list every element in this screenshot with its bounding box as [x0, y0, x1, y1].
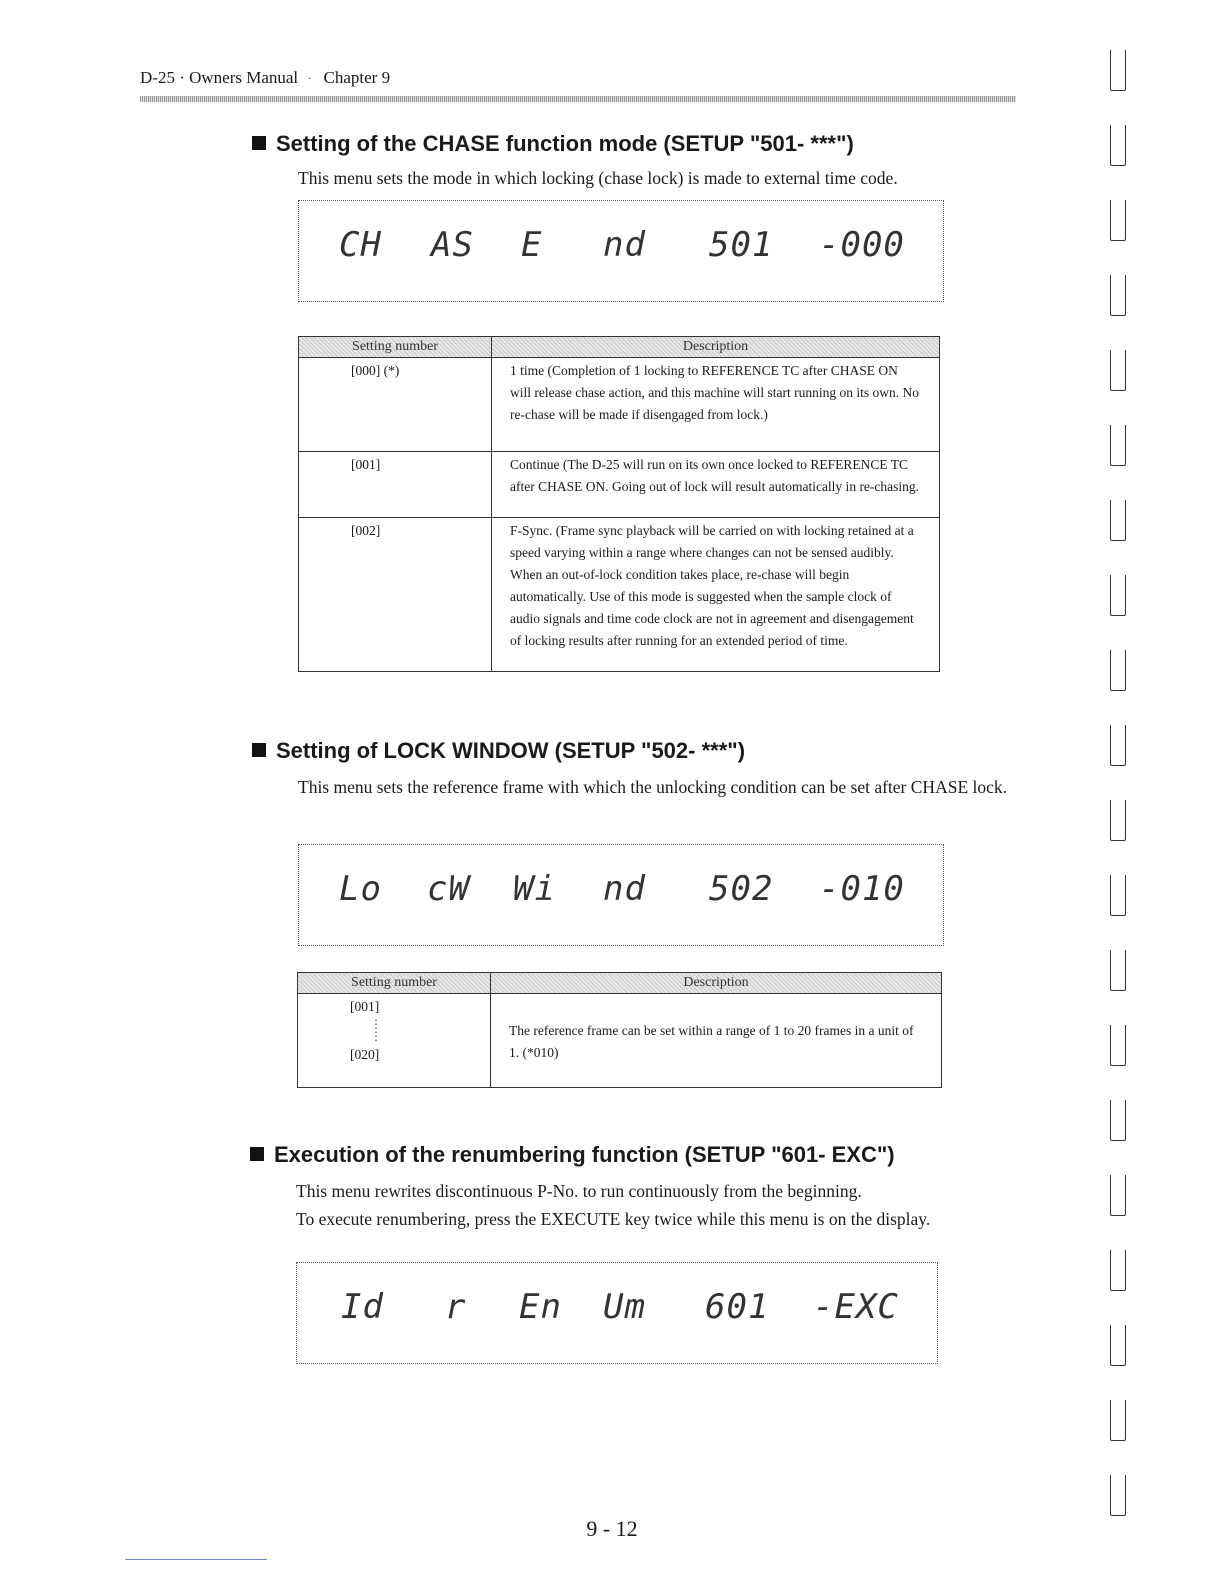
setting-number: [002]	[299, 518, 492, 672]
square-bullet-icon	[250, 1147, 264, 1161]
binding-mark	[1110, 50, 1126, 91]
lock-window-table	[297, 972, 942, 1088]
lcd-seg: nd	[603, 869, 646, 909]
binding-mark	[1110, 950, 1126, 991]
footer-line	[125, 1559, 267, 1560]
lcd-seg: cW	[427, 869, 470, 909]
header-chapter: Chapter 9	[323, 68, 391, 87]
table-row	[299, 358, 940, 452]
lcd-seg: 501	[709, 225, 774, 265]
square-bullet-icon	[252, 136, 266, 150]
binding-mark	[1110, 1400, 1126, 1441]
binding-mark	[1110, 125, 1126, 166]
binding-mark	[1110, 1475, 1126, 1516]
binding-mark	[1110, 800, 1126, 841]
section2-title-text: Setting of LOCK WINDOW (SETUP "502- ***")	[276, 738, 746, 763]
lcd-display-601	[296, 1262, 938, 1364]
binding-mark	[1110, 350, 1126, 391]
binding-mark	[1110, 725, 1126, 766]
lcd-seg: -000	[819, 225, 905, 265]
lcd-seg: 502	[709, 869, 774, 909]
header-manual: D-25 · Owners Manual	[140, 68, 299, 87]
lcd-seg: Id	[341, 1287, 384, 1327]
lcd-seg: Lo	[339, 869, 382, 909]
lcd-display-502	[298, 844, 944, 946]
section1-title-text: Setting of the CHASE function mode (SETUP "501- ***")	[276, 131, 854, 156]
setting-description: F-Sync. (Frame sync playback will be carried on with locking retained at a speed varying within a range where changes can not be sensed audibly. When an out-of-lock condition takes place, re-chase will begin automatically. Use of this mode is suggested when the sample clock of audio signals and time code clock are not in agreement and disengagement of locking results after running for an extended period of time.	[492, 518, 940, 672]
lcd-seg: nd	[603, 225, 646, 265]
setting-description: The reference frame can be set within a range of 1 to 20 frames in a unit of 1. (*010)	[491, 994, 942, 1088]
section3-title-text: Execution of the renumbering function (SETUP "601- EXC")	[274, 1142, 895, 1167]
lcd-seg: CH	[339, 225, 382, 265]
square-bullet-icon	[252, 743, 266, 757]
binding-mark	[1110, 200, 1126, 241]
binding-mark	[1110, 575, 1126, 616]
lcd-seg: -010	[819, 869, 905, 909]
setting-number: [001]	[299, 452, 492, 518]
col-description: Description	[492, 337, 940, 358]
chase-mode-table	[298, 336, 940, 672]
range-dots: ⋮ ⋮	[370, 1017, 382, 1043]
binding-mark	[1110, 500, 1126, 541]
col-setting-number: Setting number	[298, 973, 491, 994]
header-rule	[140, 96, 1016, 102]
table-row	[298, 994, 942, 1088]
section3-intro-1: This menu rewrites discontinuous P-No. to run continuously from the beginning.	[296, 1181, 862, 1201]
section2-intro: This menu sets the reference frame with which the unlocking condition can be set after CHASE lock.	[298, 777, 1008, 797]
lcd-seg: En	[519, 1287, 562, 1327]
lcd-seg: E	[521, 225, 543, 265]
binding-mark	[1110, 1250, 1126, 1291]
section3-title	[250, 1142, 895, 1168]
binding-mark	[1110, 875, 1126, 916]
table-row	[299, 452, 940, 518]
lcd-display-501	[298, 200, 944, 302]
lcd-seg: 601	[705, 1287, 770, 1327]
lcd-seg: -EXC	[813, 1287, 899, 1327]
lcd-seg: Um	[603, 1287, 646, 1327]
setting-description: Continue (The D-25 will run on its own once locked to REFERENCE TC after CHASE ON. Going out of lock will result automatically in re-chasing.	[492, 452, 940, 518]
section1-intro: This menu sets the mode in which locking (chase lock) is made to external time code.	[298, 168, 898, 188]
binding-mark	[1110, 1325, 1126, 1366]
setting-number: [000] (*)	[299, 358, 492, 452]
page-number: 9 - 12	[586, 1516, 638, 1541]
lcd-seg: AS	[431, 225, 474, 265]
table-row	[299, 518, 940, 672]
binding-mark	[1110, 1025, 1126, 1066]
binding-mark	[1110, 1100, 1126, 1141]
lcd-seg: r	[445, 1287, 467, 1327]
section1-title	[252, 131, 854, 157]
binding-mark	[1110, 275, 1126, 316]
section3-intro-2: To execute renumbering, press the EXECUTE key twice while this menu is on the display.	[296, 1209, 931, 1229]
lcd-seg: Wi	[513, 869, 556, 909]
binding-mark	[1110, 650, 1126, 691]
binding-mark	[1110, 1175, 1126, 1216]
setting-range-start: [001]	[350, 999, 380, 1014]
section2-title	[252, 738, 745, 764]
binding-mark	[1110, 425, 1126, 466]
running-header: D-25 · Owners Manual · Chapter 9	[140, 68, 391, 87]
setting-range	[298, 994, 491, 1088]
col-setting-number: Setting number	[299, 337, 492, 358]
setting-description: 1 time (Completion of 1 locking to REFERENCE TC after CHASE ON will release chase action, and this machine will start running on its own. No re-chase will be made if disengaged from lock.)	[492, 358, 940, 452]
setting-range-end: [020]	[350, 1047, 380, 1062]
col-description: Description	[491, 973, 942, 994]
